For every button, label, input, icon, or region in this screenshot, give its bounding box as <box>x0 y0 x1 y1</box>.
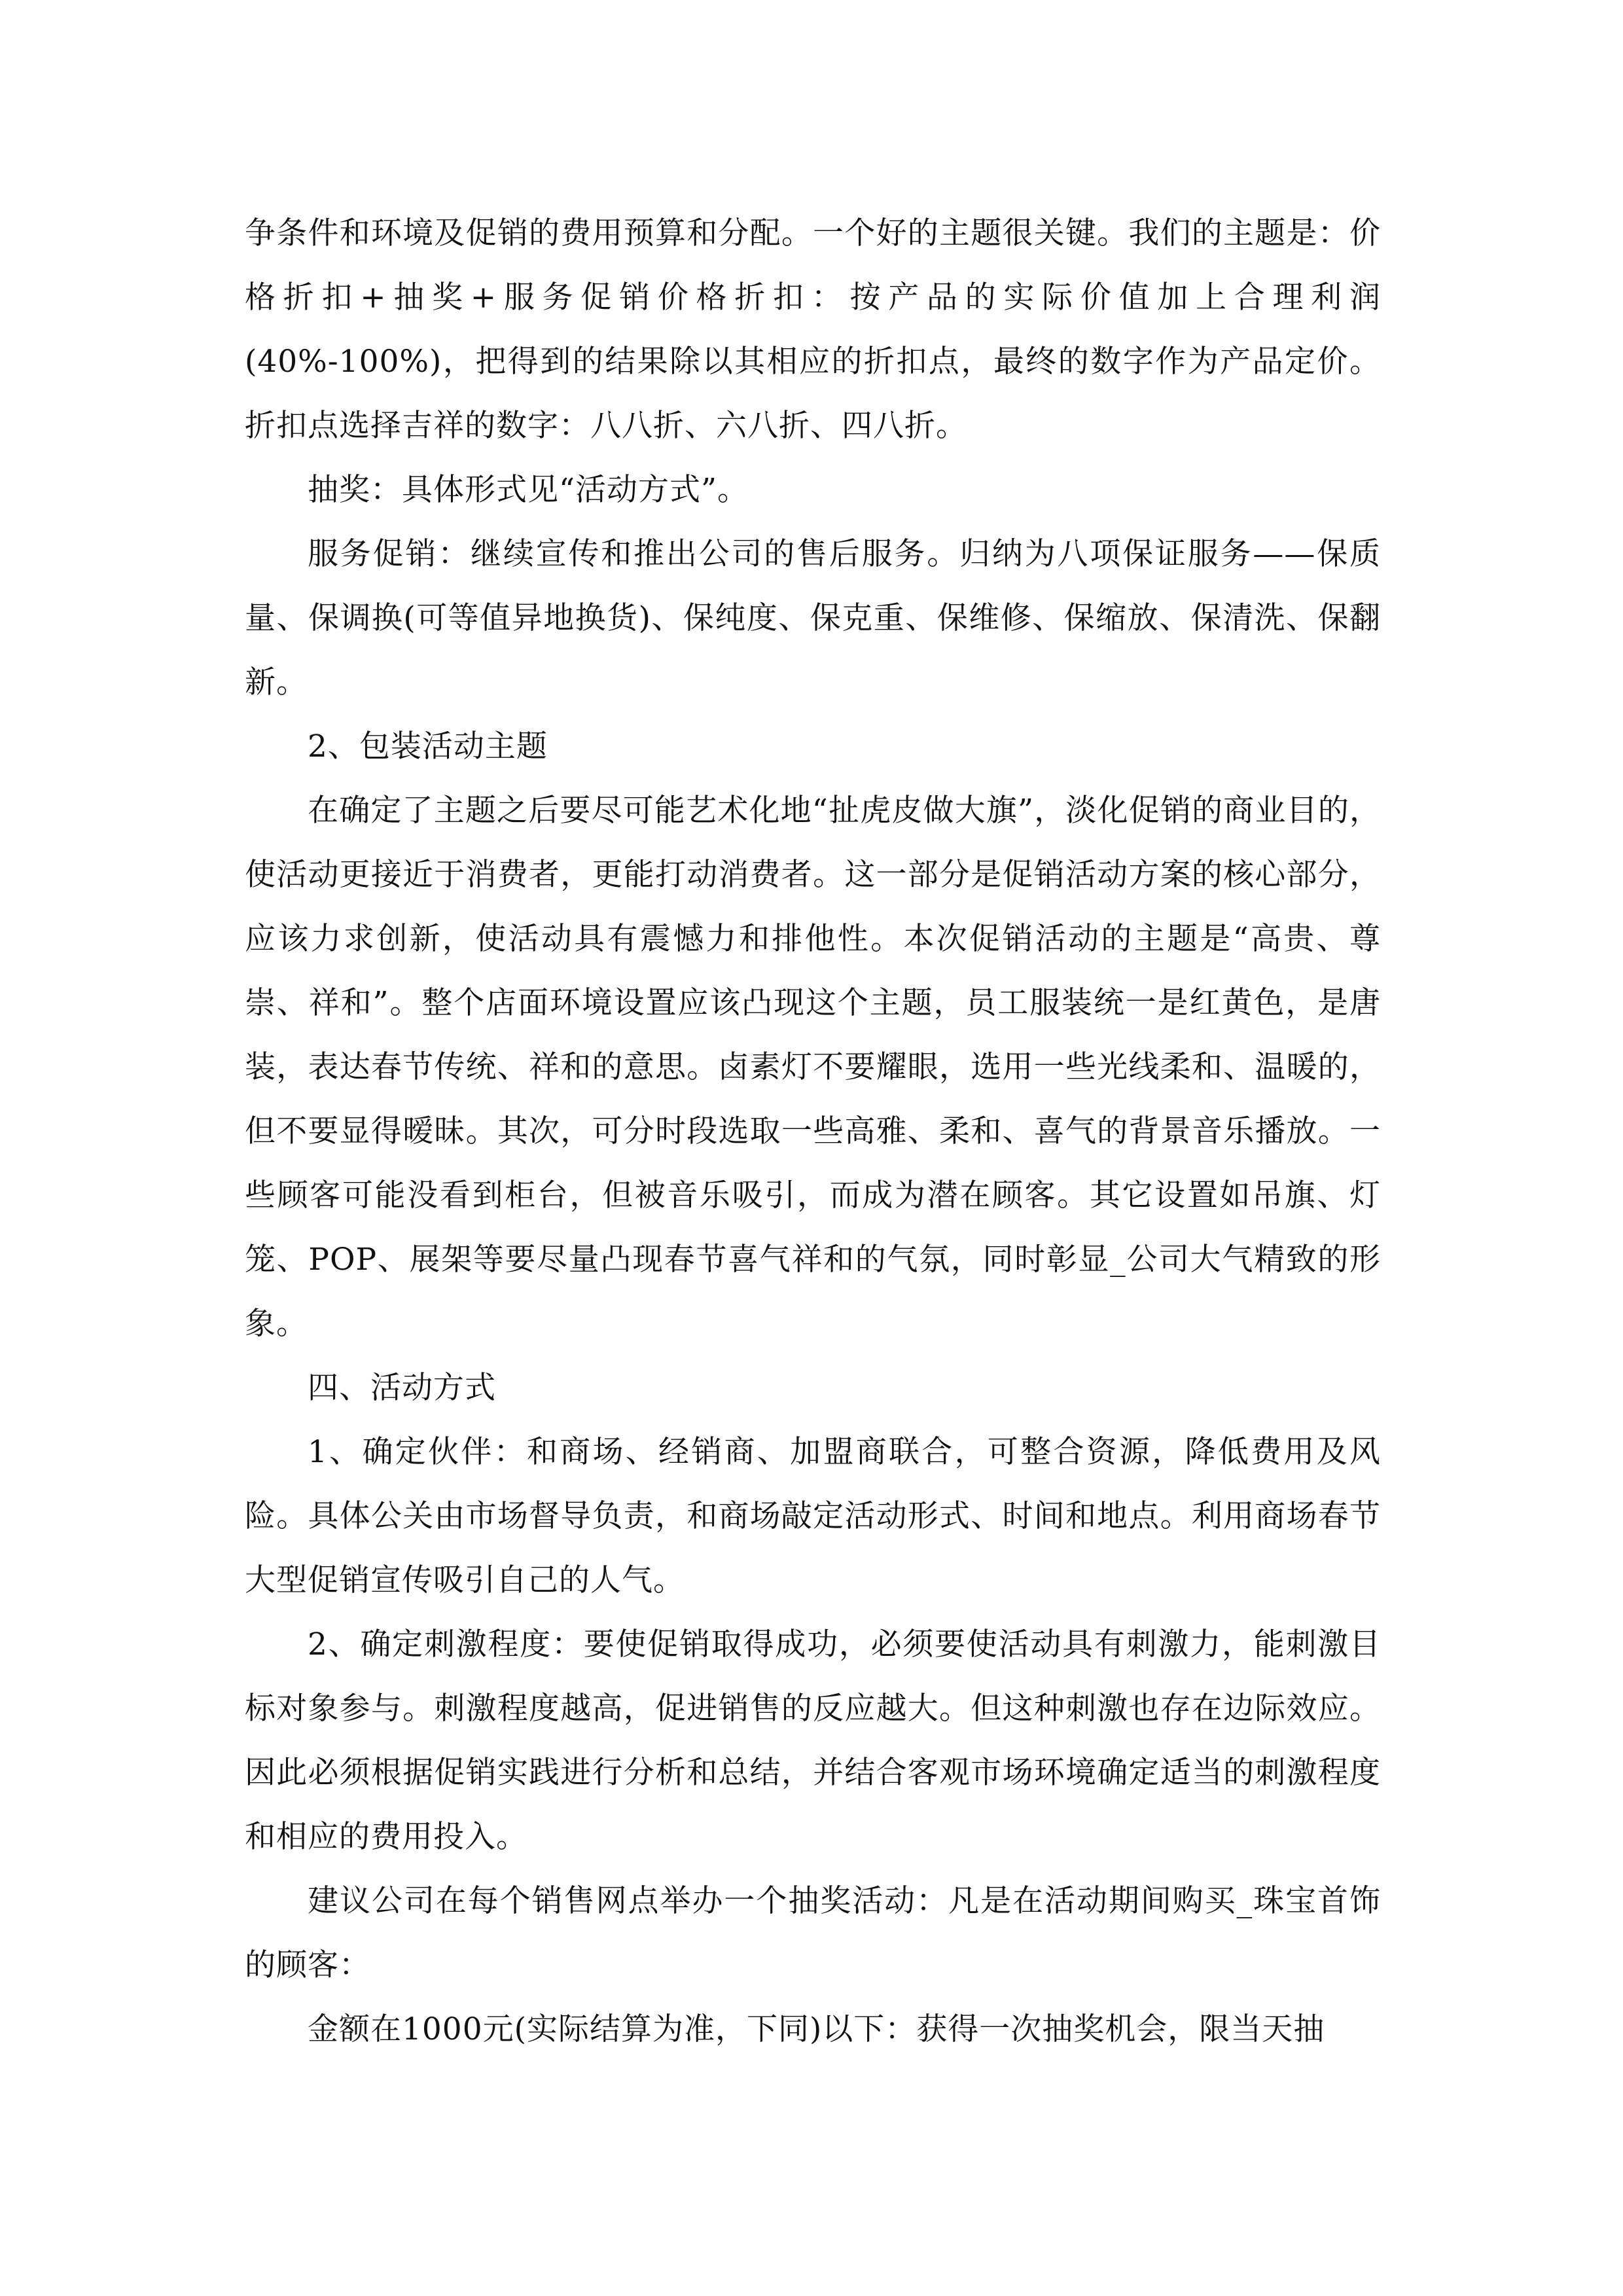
paragraph-promotion-theme: 争条件和环境及促销的费用预算和分配。一个好的主题很关键。我们的主题是：价格折扣+抽奖+服务促销价格折扣：按产品的实际价值加上合理利润(40%-100%)，把得到的结果除以其相应的折扣点，最终的数字作为产品定价。折扣点选择吉祥的数字：八八折、六八折、四八折。 <box>245 215 1381 444</box>
paragraph-stimulus-level: 2、确定刺激程度：要使促销取得成功，必须要使活动具有刺激力，能刺激目标对象参与。刺激程度越高，促进销售的反应越大。但这种刺激也存在边际效应。因此必须根据促销实践进行分析和总结，并结合客观市场环境确定适当的刺激程度和相应的费用投入。 <box>245 1626 1381 1855</box>
paragraph-lottery-suggestion: 建议公司在每个销售网点举办一个抽奖活动：凡是在活动期间购买_珠宝首饰的顾客： <box>245 1883 1381 1983</box>
paragraph-service-promotion: 服务促销：继续宣传和推出公司的售后服务。归纳为八项保证服务——保质量、保调换(可等值异地换货)、保纯度、保克重、保维修、保缩放、保清洗、保翻新。 <box>245 536 1381 700</box>
heading-packaging-theme: 2、包装活动主题 <box>308 728 548 764</box>
paragraph-amount-rule: 金额在1000元(实际结算为准，下同)以下：获得一次抽奖机会，限当天抽 <box>308 2011 1325 2047</box>
heading-activity-methods: 四、活动方式 <box>308 1370 496 1406</box>
paragraph-partners: 1、确定伙伴：和商场、经销商、加盟商联合，可整合资源，降低费用及风险。具体公关由市场督导负责，和商场敲定活动形式、时间和地点。利用商场春节大型促销宣传吸引自己的人气。 <box>245 1434 1381 1598</box>
paragraph-lottery: 抽奖：具体形式见“活动方式”。 <box>308 472 749 508</box>
document-body <box>245 202 1381 2062</box>
paragraph-packaging-details: 在确定了主题之后要尽可能艺术化地“扯虎皮做大旗”，淡化促销的商业目的，使活动更接近于消费者，更能打动消费者。这一部分是促销活动方案的核心部分，应该力求创新，使活动具有震憾力和排他性。本次促销活动的主题是“高贵、尊崇、祥和”。整个店面环境设置应该凸现这个主题，员工服装统一是红黄色，是唐装，表达春节传统、祥和的意思。卤素灯不要耀眼，选用一些光线柔和、温暖的，但不要显得暧昧。其次，可分时段选取一些高雅、柔和、喜气的背景音乐播放。一些顾客可能没看到柜台，但被音乐吸引，而成为潜在顾客。其它设置如吊旗、灯笼、POP、展架等要尽量凸现春节喜气祥和的气氛，同时彰显_公司大气精致的形象。 <box>245 793 1381 1342</box>
